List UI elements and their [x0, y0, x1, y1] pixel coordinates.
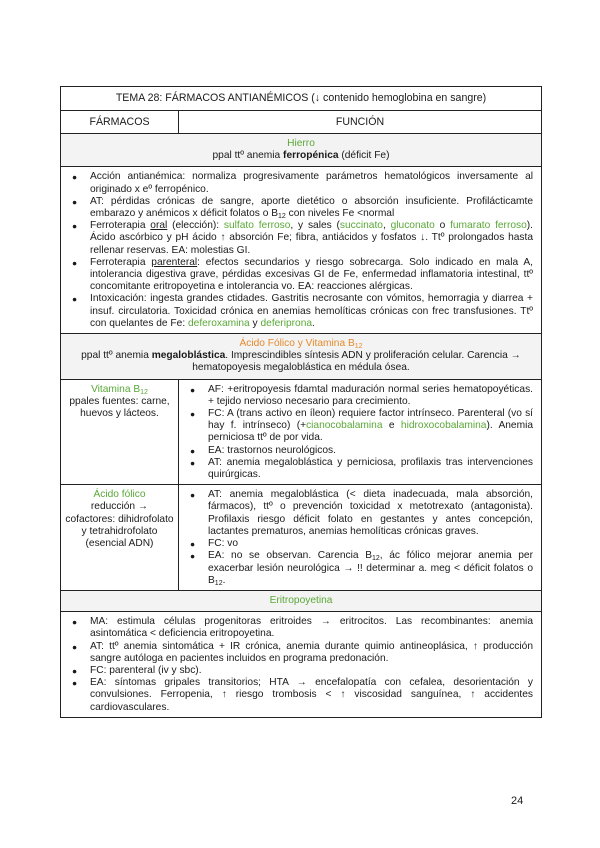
- epo-content-row: [61, 612, 542, 718]
- text: ). Ácido ascórbico y pH ácido ↑ absorción Fe; fibra, antiácidos y fosfatos ↓. Ttº prolongados hasta rellenar reservas. EA: molestias GI.: [90, 220, 534, 256]
- text-bold: megaloblástica: [151, 350, 226, 362]
- list-item: [208, 408, 533, 445]
- subscript: 12: [214, 579, 223, 587]
- document-page: [60, 86, 541, 718]
- hierro-title: Hierro: [287, 138, 315, 149]
- text: (elección):: [167, 220, 224, 232]
- list-item: ● MA: estimula células progenitoras eritroides → eritrocitos. Las recombinantes: anemia asintomática < deficiencia eritropoyetina.: [90, 616, 533, 640]
- drug-name: hidroxocobalamina: [400, 420, 487, 432]
- vitb12-function-cell: [179, 379, 542, 485]
- list-item: ● EA: síntomas gripales transitorios; HTA → encefalopatía con cefalea, desorientación y convulsiones. Ferropenia, ↑ riesgo trombosis < ↑ viscosidad sanguínea, ↑ accidentes cardiovasculares.: [90, 677, 533, 714]
- text: Ácido Fólico y Vitamina B: [239, 338, 355, 350]
- folico-b12-header: [61, 334, 542, 380]
- list-item: ● FC: parenteral (iv y sbc).: [90, 665, 533, 677]
- list-item: ● AF: +eritropoyesis fdamtal maduración normal series hematopoyéticas. + tejido nervioso necesario para crecimiento.: [208, 384, 533, 408]
- column-header-farmacos: FÁRMACOS: [61, 111, 179, 134]
- subscript: 12: [278, 213, 286, 221]
- drug-name: deferiprona: [260, 317, 313, 329]
- list-item: ● AT: anemia megaloblástica (< dieta inadecuada, mala absorción, fármacos), ttº o prevención toxicidad x metotrexato (antagonista). Profilaxis riesgo déficit folato en gestantes y antes concepción, lactantes prematuros, anemias hemolíticas crónicas graves.: [208, 489, 533, 538]
- text: y: [249, 317, 261, 329]
- list-item: [90, 220, 533, 257]
- text: . Imprescindibles síntesis ADN y proliferación celular. Carencia → hematopoyesis megaloblástica en médula ósea.: [192, 350, 521, 374]
- list-item: [90, 257, 533, 294]
- text: e: [382, 420, 401, 432]
- folico-name-cell: [61, 485, 179, 591]
- drug-name: sulfato ferroso: [223, 220, 291, 232]
- text: ppal ttº anemia: [81, 350, 152, 362]
- drug-name: succinato: [339, 220, 383, 232]
- text: Vitamina B: [91, 383, 141, 395]
- title-row: [61, 87, 542, 111]
- list-item: [90, 196, 533, 220]
- text: .: [312, 317, 315, 329]
- text: : efectos secundarios y riesgo sobrecarga. Solo indicado en mala A, intolerancia digestiva grave, pérdidas excesivas GI de Fe, enfermedad inflamatoria intestinal, ttº concomitante eritropoyetina e intolerancia vo. EA: reacciones alérgicas.: [90, 256, 533, 293]
- text: ,: [382, 220, 391, 232]
- folico-b12-description: [81, 350, 521, 373]
- vitb12-name: [65, 384, 174, 396]
- text: Ferroterapia: [90, 220, 151, 232]
- text-underlined: parenteral: [151, 256, 198, 268]
- list-item: ● AT: anemia megaloblástica y perniciosa, profilaxis tras intervenciones quirúrgicas.: [208, 457, 533, 481]
- hierro-header-row: [61, 134, 542, 167]
- vitb12-row: [61, 379, 542, 485]
- folico-b12-title: [67, 338, 535, 350]
- folico-bullet-list: [179, 485, 541, 590]
- epo-header-row: [61, 590, 542, 611]
- epo-header: [61, 590, 542, 611]
- text: Intoxicación: ingesta grandes ctidades. Gastritis necrosante con vómitos, hemorragia y diarrea + insuf. circulatoria. Toxicidad crónica en anemias hemolíticas crónicas con frec transfusiones. Ttº con quelantes de Fe:: [90, 293, 533, 329]
- text-bold: ferropénica: [283, 150, 339, 162]
- epo-bullet-list: [61, 612, 541, 717]
- vitb12-sources: ppales fuentes: carne, huevos y lácteos.: [69, 395, 170, 420]
- epo-title: Eritropoyetina: [269, 594, 333, 606]
- header-row: [61, 111, 542, 134]
- hierro-content: [61, 167, 542, 334]
- epo-content: [61, 612, 542, 718]
- text: (déficit Fe): [338, 150, 390, 162]
- vitb12-name-cell: [61, 379, 179, 485]
- text: ppal ttº anemia: [212, 150, 284, 162]
- drug-table: [60, 86, 542, 718]
- text-underlined: oral: [150, 220, 168, 232]
- vitb12-bullet-list: [179, 380, 541, 485]
- drug-name: gluconato: [390, 220, 435, 232]
- subscript: 12: [354, 343, 363, 351]
- text: EA: no se observan. Carencia B: [208, 550, 372, 562]
- folico-description: reducción → cofactores: dihidrofolato y tetrahidrofolato (esencial ADN): [65, 501, 174, 550]
- list-item: [90, 293, 533, 330]
- list-item: ● EA: trastornos neurológicos.: [208, 445, 533, 457]
- text: , y sales (: [290, 220, 340, 232]
- drug-name: deferoxamina: [187, 317, 250, 329]
- folico-name: Ácido fólico: [93, 489, 146, 501]
- hierro-description: [213, 150, 390, 161]
- hierro-content-row: [61, 167, 542, 334]
- folico-function-cell: [179, 485, 542, 591]
- list-item: ● AT: ttº anemia sintomática + IR crónica, anemia durante quimio antineoplásica, ↑ producción sangre autóloga en pacientes incluidos en programa predonación.: [90, 641, 533, 665]
- text: ). Anemia perniciosa ttº de por vida.: [208, 420, 533, 444]
- text: con niveles Fe <normal: [285, 208, 395, 220]
- list-item: ● FC: vo: [208, 538, 533, 550]
- text: Ferroterapia: [90, 256, 152, 268]
- table-title: TEMA 28: FÁRMACOS ANTIANÉMICOS (↓ contenido hemoglobina en sangre): [61, 87, 542, 111]
- page-number: 24: [511, 795, 524, 807]
- text: FC: A (trans activo en íleon) requiere factor intrínseco. Parenteral (vo sí hay f. intrínseco) (+: [208, 408, 533, 432]
- folico-row: [61, 485, 542, 591]
- text: , ác fólico mejorar anemia per exacerbar lesión neurológica → !! determinar a. meg < déficit folatos o B: [208, 550, 533, 586]
- drug-name: cianocobalamina: [306, 420, 383, 432]
- subscript: 12: [140, 388, 148, 396]
- subscript: 12: [371, 555, 380, 563]
- folico-b12-header-row: [61, 334, 542, 380]
- column-header-funcion: FUNCIÓN: [179, 111, 542, 134]
- list-item: [208, 550, 533, 587]
- text: AT: pérdidas crónicas de sangre, aporte dietético o absorción insuficiente. Profilácticamte embarazo y anémicos x déficit folatos o B: [90, 195, 533, 220]
- hierro-header: [61, 134, 542, 167]
- hierro-bullet-list: [61, 167, 541, 333]
- text: .: [222, 574, 226, 586]
- drug-name: fumarato ferroso: [450, 220, 527, 232]
- text: o: [434, 220, 451, 232]
- list-item: ● Acción antianémica: normaliza progresivamente parámetros hematológicos inversamente al originado x eº ferropénico.: [90, 171, 533, 195]
